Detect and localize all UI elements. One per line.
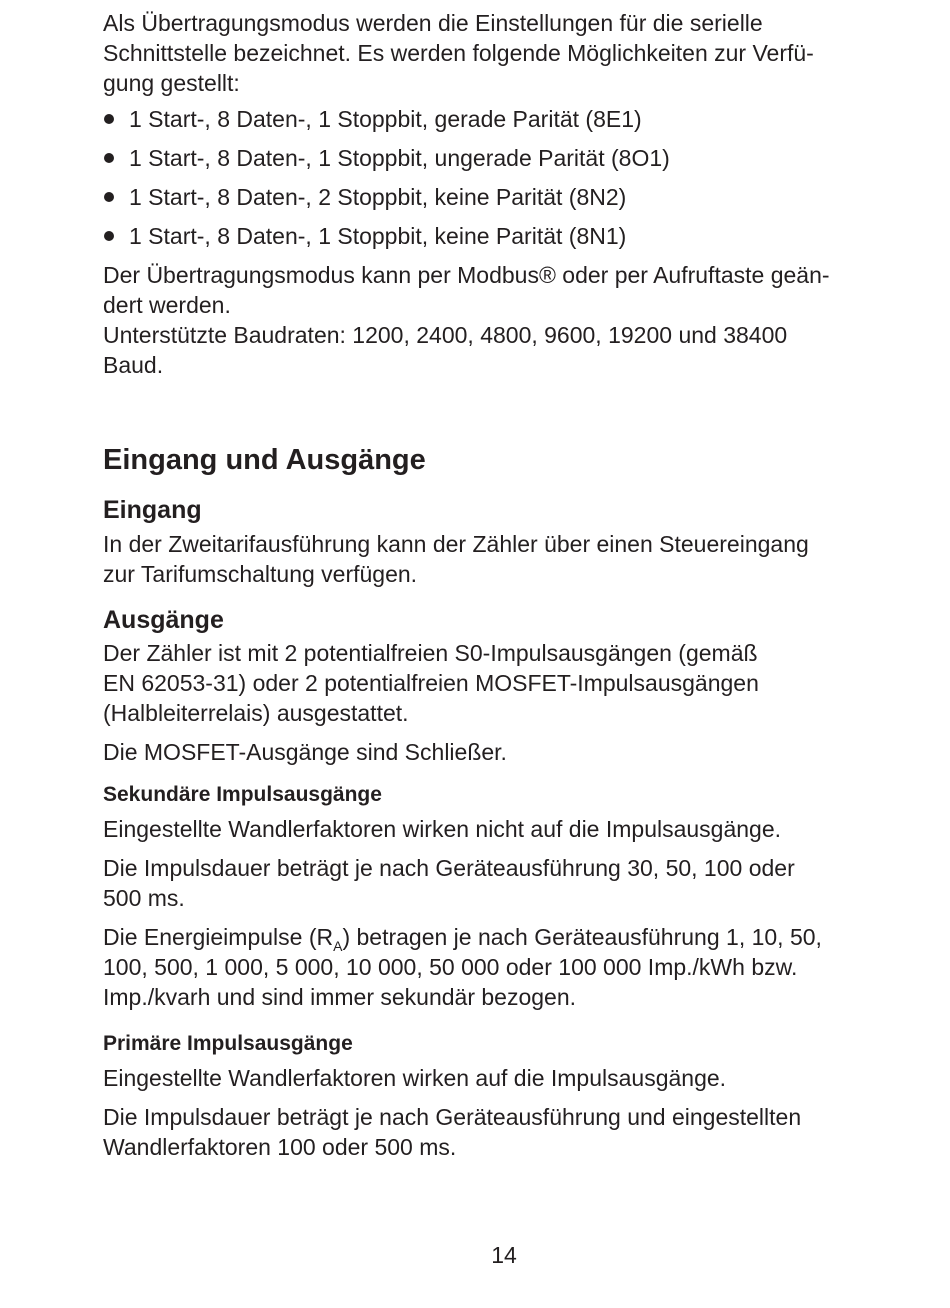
text-line — [103, 922, 903, 952]
baud-paragraph — [103, 260, 903, 380]
ausgaenge-heading: Ausgänge — [103, 606, 224, 634]
text-line: (Halbleiterrelais) ausgestattet. — [103, 700, 409, 726]
ausgaenge-paragraph — [103, 638, 903, 728]
primaer-paragraph-1 — [103, 1063, 903, 1093]
intro-paragraph — [103, 8, 903, 98]
text-line: In der Zweitarifausführung kann der Zähler über einen Steuereingang — [103, 531, 809, 557]
list-item — [103, 104, 903, 134]
text-line: Eingestellte Wandlerfaktoren wirken nicht auf die Impulsausgänge. — [103, 816, 782, 842]
text-line: gung gestellt: — [103, 70, 240, 96]
text-line: Als Übertragungsmodus werden die Einstellungen für die serielle — [103, 10, 763, 36]
list-item-text: 1 Start-, 8 Daten-, 1 Stoppbit, keine Parität (8N1) — [129, 223, 627, 249]
eingang-paragraph — [103, 529, 903, 589]
text-line: Die Impulsdauer beträgt je nach Geräteausführung und eingestellten — [103, 1104, 802, 1130]
page-number: 14 — [491, 1242, 517, 1268]
text-line: 100, 500, 1 000, 5 000, 10 000, 50 000 oder 100 000 Imp./kWh bzw. — [103, 954, 798, 980]
list-item — [103, 182, 903, 212]
bullet-icon — [104, 114, 114, 124]
mosfet-paragraph — [103, 737, 903, 767]
list-item-text: 1 Start-, 8 Daten-, 2 Stoppbit, keine Parität (8N2) — [129, 184, 627, 210]
text-line: Die Impulsdauer beträgt je nach Geräteausführung 30, 50, 100 oder — [103, 855, 795, 881]
sekundaer-heading: Sekundäre Impulsausgänge — [103, 783, 382, 806]
text-line: Imp./kvarh und sind immer sekundär bezogen. — [103, 984, 577, 1010]
bullet-icon — [104, 231, 114, 241]
transmission-mode-list — [103, 104, 903, 251]
text-line: 500 ms. — [103, 885, 185, 911]
list-item — [103, 221, 903, 251]
text-line: Baud. — [103, 352, 164, 378]
text-fragment: ) betragen je nach Geräteausführung 1, 10, 50, — [342, 924, 822, 950]
text-line: Eingestellte Wandlerfaktoren wirken auf die Impulsausgänge. — [103, 1065, 727, 1091]
text-line: Die MOSFET-Ausgänge sind Schließer. — [103, 739, 507, 765]
text-line: Der Übertragungsmodus kann per Modbus® oder per Aufruftaste geän- — [103, 262, 830, 288]
text-line: Der Zähler ist mit 2 potentialfreien S0-Impulsausgängen (gemäß — [103, 640, 758, 666]
document-page — [103, 8, 903, 1171]
eingang-heading: Eingang — [103, 496, 202, 524]
text-line: EN 62053-31) oder 2 potentialfreien MOSFET-Impulsausgängen — [103, 670, 759, 696]
primaer-heading: Primäre Impulsausgänge — [103, 1032, 353, 1055]
subscript: A — [333, 938, 343, 954]
text-line: Unterstützte Baudraten: 1200, 2400, 4800, 9600, 19200 und 38400 — [103, 322, 788, 348]
list-item-text: 1 Start-, 8 Daten-, 1 Stoppbit, gerade Parität (8E1) — [129, 106, 642, 132]
list-item — [103, 143, 903, 173]
section-title: Eingang und Ausgänge — [103, 444, 426, 476]
text-line: zur Tarifumschaltung verfügen. — [103, 561, 418, 587]
text-line: Wandlerfaktoren 100 oder 500 ms. — [103, 1134, 457, 1160]
bullet-icon — [104, 153, 114, 163]
primaer-paragraph-2 — [103, 1102, 903, 1162]
sekundaer-paragraph-3 — [103, 922, 903, 1012]
sekundaer-paragraph-2 — [103, 853, 903, 913]
list-item-text: 1 Start-, 8 Daten-, 1 Stoppbit, ungerade Parität (8O1) — [129, 145, 670, 171]
text-line: dert werden. — [103, 292, 231, 318]
sekundaer-paragraph-1 — [103, 814, 903, 844]
bullet-icon — [104, 192, 114, 202]
text-line: Schnittstelle bezeichnet. Es werden folgende Möglichkeiten zur Verfü- — [103, 40, 814, 66]
text-fragment: Die Energieimpulse (R — [103, 924, 334, 950]
